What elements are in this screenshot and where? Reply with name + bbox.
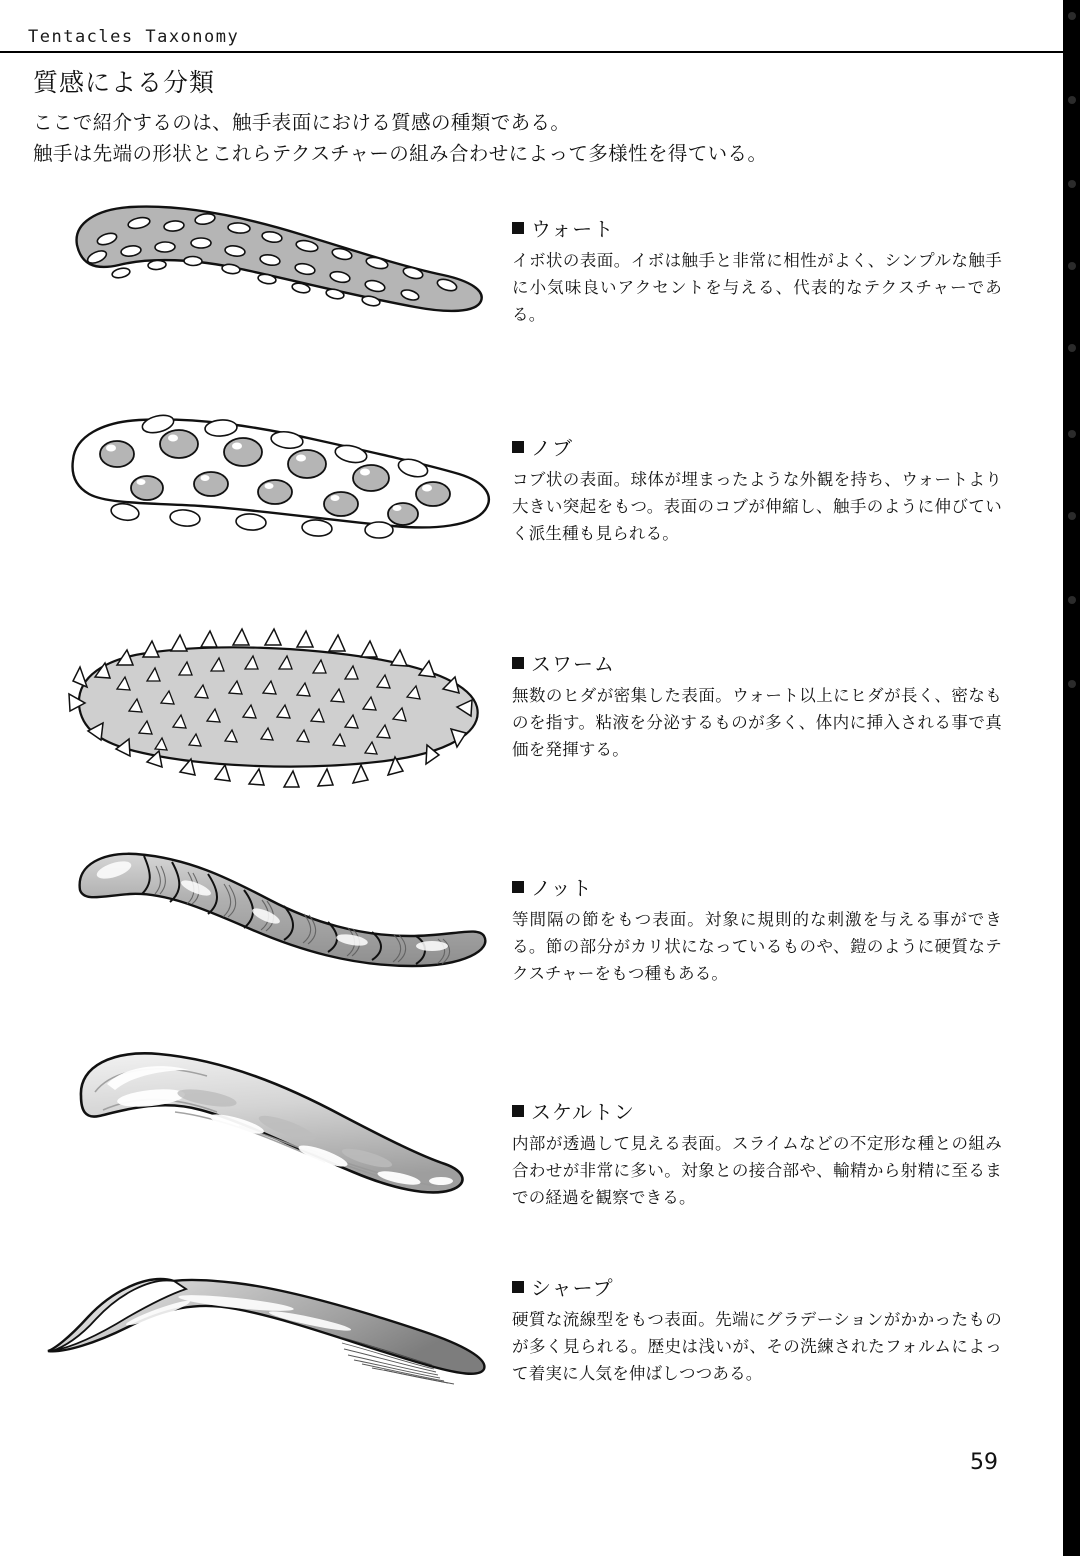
entry-wart [512, 213, 1002, 328]
edge-speck-icon [1068, 180, 1076, 188]
entry-knot-body: 等間隔の節をもつ表面。対象に規則的な刺激を与える事ができる。節の部分がカリ状になっているものや、鎧のように硬質なテクスチャーをもつ種もある。 [512, 910, 1002, 983]
sharp-streamlined-tentacle-illustration [40, 1265, 510, 1400]
entry-wart-heading [512, 213, 1002, 242]
entry-sharp-body: 硬質な流線型をもつ表面。先端にグラデーションがかかったものが多く見られる。歴史は浅いが、その洗練されたフォルムによって着実に人気を伸ばしつつある。 [512, 1310, 1002, 1383]
skeleton-translucent-tentacle-illustration [55, 1040, 505, 1200]
entry-skeleton [512, 1096, 1002, 1211]
entry-swarm-body: 無数のヒダが密集した表面。ウォート以上にヒダが長く、密なものを指す。粘液を分泌するものが多く、体内に挿入される事で真価を発揮する。 [512, 686, 1002, 759]
entry-knob [512, 432, 1002, 547]
entry-sharp [512, 1272, 1002, 1387]
header-divider-rule [0, 51, 1063, 53]
entry-knot-name: ノット [531, 876, 593, 900]
entry-skeleton-name: スケルトン [531, 1100, 635, 1124]
edge-speck-icon [1068, 96, 1076, 104]
bullet-square-icon [512, 881, 524, 893]
bullet-square-icon [512, 657, 524, 669]
entry-swarm-name: スワーム [531, 652, 615, 676]
edge-speck-icon [1068, 512, 1076, 520]
page-title: 質感による分類 [33, 68, 216, 97]
bullet-square-icon [512, 1281, 524, 1293]
entry-swarm-heading [512, 648, 1002, 677]
edge-speck-icon [1068, 680, 1076, 688]
page-number: 59 [970, 1450, 998, 1475]
intro-line-1: ここで紹介するのは、触手表面における質感の種類である。 [33, 111, 571, 134]
entry-skeleton-body: 内部が透過して見える表面。スライムなどの不定形な種との組み合わせが非常に多い。対象との接合部や、輸精から射精に至るまでの経過を観察できる。 [512, 1134, 1002, 1207]
entry-knot-heading [512, 872, 1002, 901]
page-bleed-edge [1063, 0, 1080, 1556]
bullet-square-icon [512, 1105, 524, 1117]
knobbed-tentacle-illustration [55, 400, 505, 565]
entry-knot [512, 872, 1002, 987]
running-header-title: Tentacles Taxonomy [28, 27, 240, 47]
edge-speck-icon [1068, 596, 1076, 604]
entry-skeleton-heading [512, 1096, 1002, 1125]
intro-line-2: 触手は先端の形状とこれらテクスチャーの組み合わせによって多様性を得ている。 [33, 142, 768, 165]
bullet-square-icon [512, 441, 524, 453]
edge-speck-icon [1068, 430, 1076, 438]
entry-sharp-name: シャープ [531, 1276, 614, 1300]
knotted-tentacle-illustration [60, 840, 510, 985]
edge-speck-icon [1068, 262, 1076, 270]
entry-knob-name: ノブ [531, 436, 573, 460]
edge-speck-icon [1068, 344, 1076, 352]
entry-sharp-heading [512, 1272, 1002, 1301]
bullet-square-icon [512, 222, 524, 234]
warty-tentacle-illustration [35, 195, 495, 330]
entry-wart-name: ウォート [531, 217, 615, 241]
swarm-tentacle-illustration [55, 615, 505, 790]
edge-speck-icon [1068, 12, 1076, 20]
intro-paragraph [33, 107, 993, 169]
entry-knob-heading [512, 432, 1002, 461]
entry-knob-body: コブ状の表面。球体が埋まったような外観を持ち、ウォートより大きい突起をもつ。表面のコブが伸縮し、触手のように伸びていく派生種も見られる。 [512, 470, 1002, 543]
entry-wart-body: イボ状の表面。イボは触手と非常に相性がよく、シンプルな触手に小気味良いアクセントを与える、代表的なテクスチャーである。 [512, 251, 1002, 324]
entry-swarm [512, 648, 1002, 763]
